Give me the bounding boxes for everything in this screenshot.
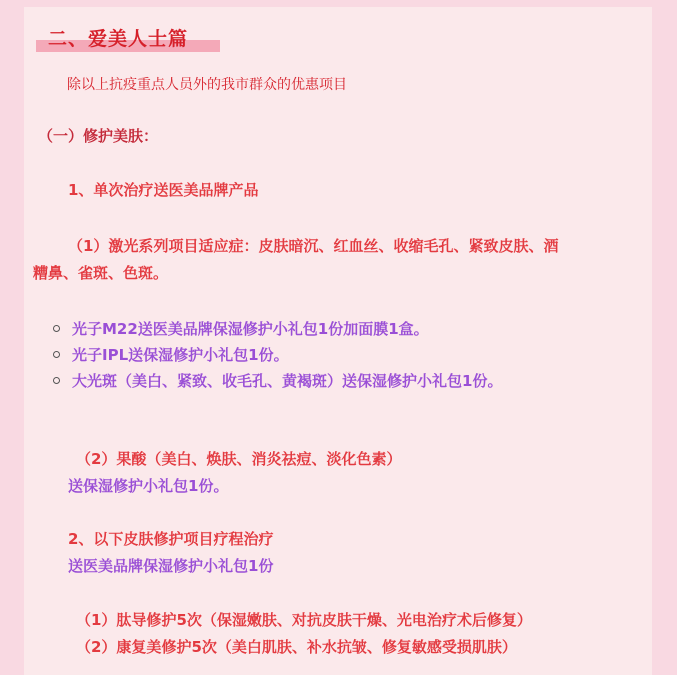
list-item <box>52 368 502 394</box>
laser-line1: （1）激光系列项目适应症：皮肤暗沉、红血丝、收缩毛孔、紧致皮肤、酒 <box>68 237 559 255</box>
course-item-1: （1）肽导修护5次（保湿嫩肤、对抗皮肤干燥、光电治疗术后修复） <box>76 611 532 629</box>
list-item-text: 光子M22送医美品牌保湿修护小礼包1份加面膜1盒。 <box>72 320 429 338</box>
intro-text: 除以上抗疫重点人员外的我市群众的优惠项目 <box>67 77 347 93</box>
list-item <box>52 316 502 342</box>
section-title-text: 二、爱美人士篇 <box>48 28 189 50</box>
item2-gift: 送医美品牌保湿修护小礼包1份 <box>68 557 274 575</box>
section-title <box>36 22 220 52</box>
laser-line2: 糟鼻、雀斑、色斑。 <box>33 264 169 282</box>
bullet-circle-icon <box>53 351 60 358</box>
acid-gift: 送保湿修护小礼包1份。 <box>68 477 229 495</box>
content-card <box>24 7 652 675</box>
course-item-2: （2）康复美修护5次（美白肌肤、补水抗皱、修复敏感受损肌肤） <box>76 638 517 656</box>
list-item <box>52 342 502 368</box>
acid-title: （2）果酸（美白、焕肤、消炎祛痘、淡化色素） <box>76 450 402 468</box>
item2-title: 2、以下皮肤修护项目疗程治疗 <box>68 530 274 548</box>
item1-title: 1、单次治疗送医美品牌产品 <box>68 181 259 199</box>
part1-heading: （一）修护美肤： <box>38 127 159 145</box>
list-item-text: 大光斑（美白、紧致、收毛孔、黄褐斑）送保湿修护小礼包1份。 <box>72 372 503 390</box>
list-item-text: 光子IPL送保湿修护小礼包1份。 <box>72 346 289 364</box>
laser-bullet-list <box>52 316 502 394</box>
bullet-circle-icon <box>53 325 60 332</box>
bullet-circle-icon <box>53 377 60 384</box>
